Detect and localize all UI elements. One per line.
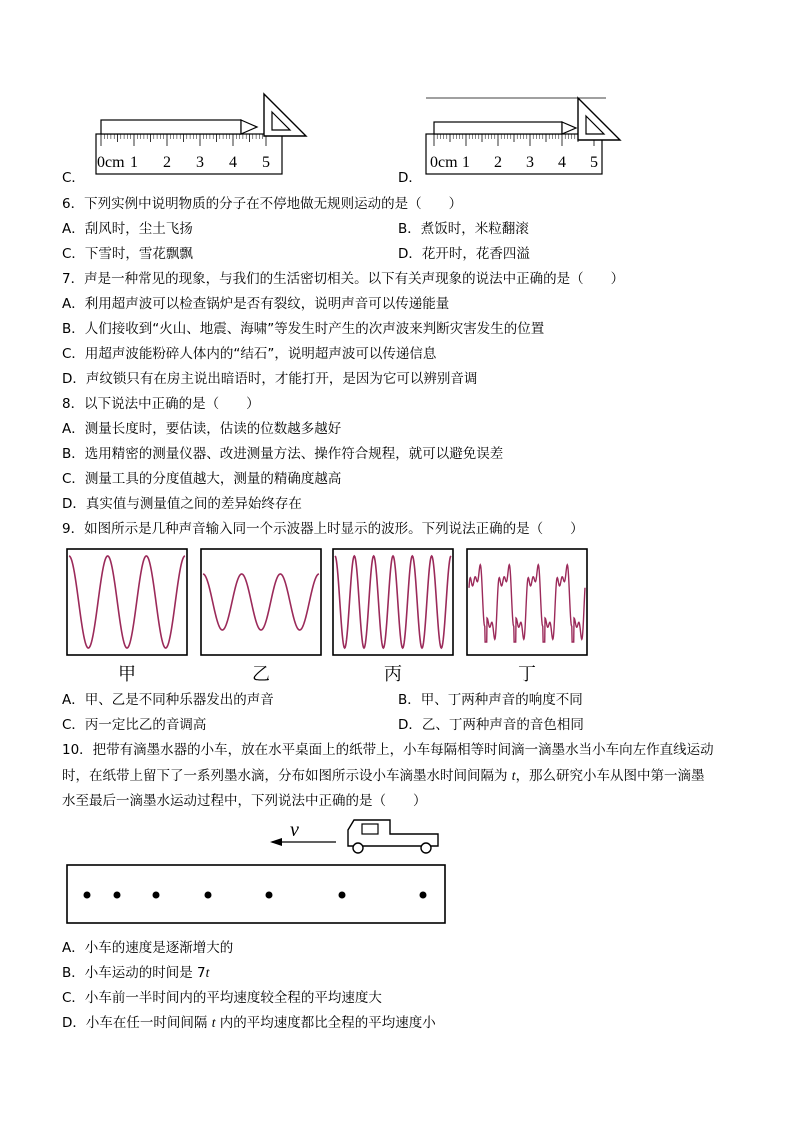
q9-option-b: B．甲、丁两种声音的响度不同 [398,692,583,708]
q10-option-a: A．小车的速度是逐渐增大的 [62,940,234,956]
svg-text:2: 2 [494,154,502,171]
q7-option-d: D．声纹锁只有在房主说出暗语时，才能打开，是因为它可以辨别音调 [62,371,478,387]
q6-option-a: A．刮风时，尘土飞扬 [62,221,193,237]
q9-option-d: D．乙、丁两种声音的音色相同 [398,717,584,733]
wave-label-yi: 乙 [252,664,270,685]
q10-option-b: B．小车运动的时间是 7t [62,965,210,981]
q6-option-b: B．煮饭时，米粒翻滚 [398,221,529,237]
svg-text:3: 3 [196,154,204,171]
q9-stem: 9．如图所示是几种声音输入同一个示波器上时显示的波形。下列说法正确的是（ ） [62,521,584,537]
svg-text:3: 3 [526,154,534,171]
ink-drop [153,892,160,899]
ink-drop [339,892,346,899]
q6-stem: 6．下列实例中说明物质的分子在不停地做无规则运动的是（ ） [62,196,463,212]
q8-option-c: C．测量工具的分度值越大，测量的精确度越高 [62,471,342,487]
q8-option-b: B．选用精密的测量仪器、改进测量方法、操作符合规程，就可以避免误差 [62,446,504,462]
ink-drop [266,892,273,899]
ruler-figure-d [424,90,644,180]
q10-stem-line2: 时，在纸带上留下了一系列墨水滴，分布如图所示设小车滴墨水时间间隔为 t，那么研究小车从图中第一滴墨 [62,768,705,784]
svg-text:4: 4 [229,154,237,171]
q8-option-a: A．测量长度时，要估读，估读的位数越多越好 [62,421,342,437]
q7-option-a: A．利用超声波可以检查锅炉是否有裂纹，说明声音可以传递能量 [62,296,450,312]
waveform-jia [66,548,188,660]
svg-text:2: 2 [163,154,171,171]
q7-option-c: C．用超声波能粉碎人体内的“结石”，说明超声波可以传递信息 [62,346,437,362]
ink-drop [114,892,121,899]
svg-text:5: 5 [590,154,598,171]
waveform-ding [466,548,588,660]
q10-stem-line3: 水至最后一滴墨水运动过程中，下列说法中正确的是（ ） [62,793,427,809]
q9-option-a: A．甲、乙是不同种乐器发出的声音 [62,692,274,708]
q10-option-d: D．小车在任一时间间隔 t 内的平均速度都比全程的平均速度小 [62,1015,436,1031]
q9-option-c: C．丙一定比乙的音调高 [62,717,207,733]
svg-text:0cm: 0cm [430,154,458,171]
wave-label-bing: 丙 [384,664,402,685]
svg-text:1: 1 [462,154,470,171]
svg-text:5: 5 [262,154,270,171]
ink-drop [84,892,91,899]
q6-option-c: C．下雪时，雪花飘飘 [62,246,193,262]
q10-stem-line1: 10．把带有滴墨水器的小车，放在水平桌面上的纸带上，小车每隔相等时间滴一滴墨水当小车向左作直线运动 [62,742,714,758]
svg-text:4: 4 [558,154,566,171]
q7-stem: 7．声是一种常见的现象，与我们的生活密切相关。以下有关声现象的说法中正确的是（ ） [62,271,625,287]
ruler-c-label-0: 0cm [97,154,125,171]
ruler-figure-c [94,90,314,180]
q5-option-c: C． [62,170,85,186]
q8-option-d: D．真实值与测量值之间的差异始终存在 [62,496,302,512]
q7-option-b: B．人们接收到“火山、地震、海啸”等发生时产生的次声波来判断灾害发生的位置 [62,321,545,337]
ink-drop [205,892,212,899]
q10-option-c: C．小车前一半时间内的平均速度较全程的平均速度大 [62,990,382,1006]
svg-text:1: 1 [130,154,138,171]
cart-figure [266,816,446,864]
waveform-yi [200,548,322,660]
wave-label-ding: 丁 [518,664,536,685]
velocity-label: v [290,819,299,841]
paper-tape [66,864,448,930]
q6-option-d: D．花开时，花香四溢 [398,246,530,262]
ink-drop [420,892,427,899]
q8-stem: 8．以下说法中正确的是（ ） [62,396,260,412]
waveform-bing [332,548,454,660]
q5-option-d: D． [398,170,422,186]
wave-label-jia: 甲 [118,664,136,685]
